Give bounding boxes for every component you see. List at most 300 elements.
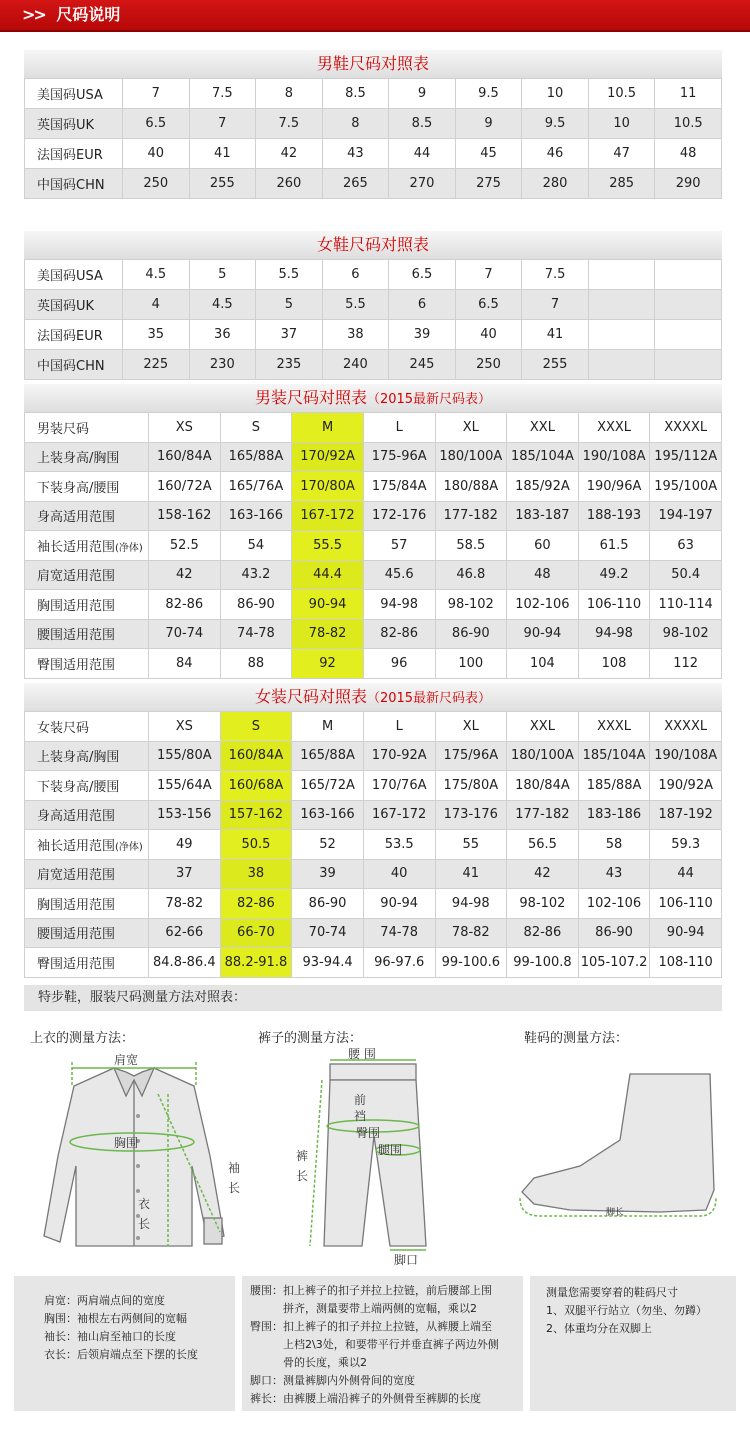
size-cell: 165/88A: [292, 741, 364, 771]
size-cell: 265: [322, 169, 389, 199]
size-cell: 5.5: [256, 260, 323, 290]
size-cell: 250: [123, 169, 190, 199]
row-label-text: 下装身高/腰围: [37, 480, 120, 496]
table-row: [25, 169, 722, 199]
size-cell: 90-94: [292, 590, 364, 620]
size-cell: 70-74: [149, 619, 221, 649]
size-cell: 8.5: [389, 109, 456, 139]
table-row: [25, 260, 722, 290]
row-label-text: 身高适用范围: [37, 809, 116, 825]
size-cell: 43: [578, 859, 650, 889]
size-cell: 185/104A: [578, 741, 650, 771]
size-cell: 5.5: [322, 290, 389, 320]
row-label-text: 腰围适用范围: [37, 927, 116, 943]
size-cell: 94-98: [363, 590, 435, 620]
size-cell: 99-100.8: [507, 948, 579, 978]
size-cell: 84.8-86.4: [149, 948, 221, 978]
shirt-measure-desc: [14, 1276, 235, 1411]
table-row: [25, 79, 722, 109]
row-label: [25, 472, 149, 502]
table-row: [25, 320, 722, 350]
size-cell: 40: [455, 320, 522, 350]
size-cell: 180/84A: [507, 771, 579, 801]
size-cell: 4: [123, 290, 190, 320]
size-cell: 102-106: [507, 590, 579, 620]
row-label-text: 胸围适用范围: [37, 897, 116, 913]
size-cell: 8: [322, 109, 389, 139]
row-label-text: 下装身高/腰围: [37, 779, 120, 795]
shirt-desc-line: 衣长：后领肩端点至下摆的长度: [44, 1348, 198, 1361]
size-cell: 6: [389, 290, 456, 320]
row-label: 法国码EUR: [25, 139, 123, 169]
size-cell: 172-176: [363, 501, 435, 531]
size-cell: 185/88A: [578, 771, 650, 801]
size-cell: [588, 290, 655, 320]
table-row: [25, 889, 722, 919]
row-label-text: 肩宽适用范围: [37, 868, 116, 884]
table-row: [25, 472, 722, 502]
row-label: [25, 830, 149, 860]
size-cell: 90-94: [363, 889, 435, 919]
women-clothes-title-text: 女装尺码对照表: [254, 687, 367, 706]
size-header: XXXL: [578, 413, 650, 443]
size-cell: 42: [256, 139, 323, 169]
row-label: [25, 889, 149, 919]
size-cell: 58: [578, 830, 650, 860]
size-header: XXXL: [578, 712, 650, 742]
size-cell: 7: [189, 109, 256, 139]
size-cell: 9.5: [455, 79, 522, 109]
size-cell: 41: [189, 139, 256, 169]
men-shoes-section: [24, 50, 722, 199]
size-cell: 90-94: [507, 619, 579, 649]
size-cell: 49.2: [578, 560, 650, 590]
size-cell: 57: [363, 531, 435, 561]
size-cell: [655, 290, 722, 320]
size-cell: 255: [189, 169, 256, 199]
size-cell: 190/96A: [578, 472, 650, 502]
size-cell: 5: [189, 260, 256, 290]
size-cell: 173-176: [435, 800, 507, 830]
shirt-label-length-1: 衣: [138, 1197, 151, 1211]
size-cell: 98-102: [507, 889, 579, 919]
header-label: 女装尺码: [25, 712, 149, 742]
size-cell: 37: [256, 320, 323, 350]
size-cell: 105-107.2: [578, 948, 650, 978]
table-row: [25, 800, 722, 830]
size-cell: 180/100A: [435, 442, 507, 472]
women-clothes-subtitle: （2015最新尺码表）: [366, 691, 492, 706]
size-cell: 55: [435, 830, 507, 860]
size-header: L: [363, 712, 435, 742]
pants-diagram: [286, 1046, 456, 1268]
size-cell: 9: [455, 109, 522, 139]
size-cell: 88: [220, 649, 292, 679]
size-cell: 175/84A: [363, 472, 435, 502]
size-cell: 10.5: [655, 109, 722, 139]
size-cell: 225: [123, 350, 190, 380]
row-label: 美国码USA: [25, 79, 123, 109]
row-label: 英国码UK: [25, 290, 123, 320]
size-cell: 43.2: [220, 560, 292, 590]
size-cell: 47: [588, 139, 655, 169]
table-row: [25, 649, 722, 679]
pants-label-thigh: 腿围: [378, 1143, 403, 1157]
table-row: [25, 918, 722, 948]
shirt-label-sleeve-1: 袖: [228, 1161, 241, 1175]
size-cell: 104: [507, 649, 579, 679]
size-cell: 230: [189, 350, 256, 380]
size-cell: 74-78: [220, 619, 292, 649]
row-label: [25, 948, 149, 978]
pants-desc-line: 上档2\3处，和要带平行并垂直裤子两边外侧: [250, 1338, 499, 1351]
size-cell: 86-90: [578, 918, 650, 948]
table-row: [25, 830, 722, 860]
size-cell: 52: [292, 830, 364, 860]
women-shoes-title: 女鞋尺码对照表: [24, 231, 722, 259]
size-header: XXXXL: [650, 712, 722, 742]
size-cell: 163-166: [292, 800, 364, 830]
size-cell: [655, 350, 722, 380]
header-label: 男装尺码: [25, 413, 149, 443]
size-cell: 160/84A: [220, 741, 292, 771]
size-cell: 190/92A: [650, 771, 722, 801]
size-cell: 55.5: [292, 531, 364, 561]
size-cell: 86-90: [435, 619, 507, 649]
size-cell: [655, 260, 722, 290]
men-clothes-title: [24, 384, 722, 412]
row-label-text: 臀围适用范围: [37, 956, 116, 972]
row-label: [25, 649, 149, 679]
pants-label-length-1: 裤: [296, 1149, 309, 1163]
table-row: [25, 859, 722, 889]
size-cell: 155/80A: [149, 741, 221, 771]
size-cell: 4.5: [189, 290, 256, 320]
size-cell: 45: [455, 139, 522, 169]
size-cell: 5: [256, 290, 323, 320]
size-cell: 61.5: [578, 531, 650, 561]
size-header: XXL: [507, 413, 579, 443]
size-cell: 49: [149, 830, 221, 860]
size-cell: 170-92A: [363, 741, 435, 771]
size-cell: 78-82: [292, 619, 364, 649]
table-row: [25, 590, 722, 620]
size-cell: 37: [149, 859, 221, 889]
shirt-desc-line: 肩宽：两肩端点间的宽度: [44, 1294, 165, 1307]
pants-desc-line: 腰围：扣上裤子的扣子并拉上拉链，前后腰部上围: [250, 1284, 492, 1297]
size-cell: 6: [322, 260, 389, 290]
size-cell: 92: [292, 649, 364, 679]
size-cell: 42: [507, 859, 579, 889]
size-cell: 7: [123, 79, 190, 109]
foot-diagram: [510, 1070, 730, 1230]
size-cell: 177-182: [507, 800, 579, 830]
size-cell: 42: [149, 560, 221, 590]
size-cell: 160/72A: [149, 472, 221, 502]
shirt-label-shoulder: 肩宽: [114, 1053, 139, 1067]
size-cell: 96-97.6: [363, 948, 435, 978]
size-cell: 110-114: [650, 590, 722, 620]
men-clothes-table: [24, 412, 722, 679]
size-cell: 62-66: [149, 918, 221, 948]
size-cell: 6.5: [455, 290, 522, 320]
size-cell: 255: [522, 350, 589, 380]
size-cell: 86-90: [220, 590, 292, 620]
row-label-text: 胸围适用范围: [37, 598, 116, 614]
size-cell: 45.6: [363, 560, 435, 590]
size-cell: 188-193: [578, 501, 650, 531]
shirt-desc-line: 胸围：袖根左右两侧间的宽幅: [44, 1312, 187, 1325]
size-cell: 99-100.6: [435, 948, 507, 978]
size-cell: 180/100A: [507, 741, 579, 771]
size-cell: 185/92A: [507, 472, 579, 502]
size-cell: 240: [322, 350, 389, 380]
size-cell: 7: [522, 290, 589, 320]
size-cell: 170/80A: [292, 472, 364, 502]
size-cell: 157-162: [220, 800, 292, 830]
size-cell: 183-186: [578, 800, 650, 830]
pants-label-front-1: 前: [354, 1093, 367, 1107]
size-header: XXXXL: [650, 413, 722, 443]
size-cell: 235: [256, 350, 323, 380]
table-row: [25, 350, 722, 380]
shoe-desc-line: 测量您需要穿着的鞋码尺寸: [546, 1286, 678, 1299]
size-cell: 43: [322, 139, 389, 169]
size-cell: 290: [655, 169, 722, 199]
table-header-row: [25, 712, 722, 742]
size-cell: 94-98: [578, 619, 650, 649]
size-cell: 63: [650, 531, 722, 561]
size-cell: 46.8: [435, 560, 507, 590]
women-shoes-table: [24, 259, 722, 380]
size-header: XL: [435, 712, 507, 742]
row-label-text: 身高适用范围: [37, 510, 116, 526]
row-label-text: 袖长适用范围: [37, 838, 116, 854]
row-label: 中国码CHN: [25, 169, 123, 199]
size-cell: 38: [322, 320, 389, 350]
size-cell: 66-70: [220, 918, 292, 948]
size-cell: 165/88A: [220, 442, 292, 472]
size-cell: 53.5: [363, 830, 435, 860]
size-cell: 4.5: [123, 260, 190, 290]
row-label: 美国码USA: [25, 260, 123, 290]
size-cell: 88.2-91.8: [220, 948, 292, 978]
row-label-text: 上装身高/胸围: [37, 750, 120, 766]
size-cell: 8.5: [322, 79, 389, 109]
table-row: [25, 109, 722, 139]
size-header: XS: [149, 712, 221, 742]
size-cell: 44.4: [292, 560, 364, 590]
size-cell: 175/80A: [435, 771, 507, 801]
size-cell: 59.3: [650, 830, 722, 860]
row-label: [25, 501, 149, 531]
size-cell: 78-82: [149, 889, 221, 919]
row-label: 法国码EUR: [25, 320, 123, 350]
size-header: XL: [435, 413, 507, 443]
size-header: S: [220, 413, 292, 443]
row-label: [25, 560, 149, 590]
pants-desc-line: 裤长：由裤腰上端沿裤子的外侧骨至裤脚的长度: [250, 1392, 481, 1405]
table-row: [25, 560, 722, 590]
men-shoes-table: [24, 78, 722, 199]
size-cell: 46: [522, 139, 589, 169]
size-cell: 160/68A: [220, 771, 292, 801]
size-header: M: [292, 712, 364, 742]
size-cell: 60: [507, 531, 579, 561]
size-cell: 194-197: [650, 501, 722, 531]
size-header: XS: [149, 413, 221, 443]
size-cell: 250: [455, 350, 522, 380]
size-cell: 48: [655, 139, 722, 169]
shirt-measure-title: 上衣的测量方法：: [30, 1031, 135, 1046]
size-cell: 10: [522, 79, 589, 109]
size-cell: 39: [389, 320, 456, 350]
size-cell: 44: [389, 139, 456, 169]
shoe-measure-title: 鞋码的测量方法：: [524, 1031, 629, 1046]
size-cell: [588, 260, 655, 290]
men-clothes-section: [24, 384, 722, 679]
size-cell: 54: [220, 531, 292, 561]
size-cell: 82-86: [363, 619, 435, 649]
size-cell: 78-82: [435, 918, 507, 948]
table-row: [25, 139, 722, 169]
size-cell: 7.5: [522, 260, 589, 290]
size-cell: 82-86: [507, 918, 579, 948]
size-cell: 8: [256, 79, 323, 109]
size-cell: 7.5: [256, 109, 323, 139]
women-clothes-section: [24, 683, 722, 978]
size-cell: 6.5: [389, 260, 456, 290]
size-cell: [655, 320, 722, 350]
shoe-desc-line: 2、体重均分在双脚上: [546, 1322, 652, 1335]
size-cell: 245: [389, 350, 456, 380]
row-label: [25, 741, 149, 771]
size-header: M: [292, 413, 364, 443]
table-row: [25, 948, 722, 978]
size-cell: 48: [507, 560, 579, 590]
women-clothes-title: [24, 683, 722, 711]
women-clothes-table: [24, 711, 722, 978]
size-cell: 100: [435, 649, 507, 679]
size-header: L: [363, 413, 435, 443]
size-cell: 260: [256, 169, 323, 199]
size-cell: 167-172: [292, 501, 364, 531]
section-header: [0, 0, 750, 32]
pants-desc-line: 脚口：测量裤脚内外侧骨间的宽度: [250, 1374, 415, 1387]
shoe-measure-desc: [530, 1276, 736, 1411]
men-shoes-title: 男鞋尺码对照表: [24, 50, 722, 78]
pants-measure-desc: [242, 1276, 523, 1411]
size-cell: 160/84A: [149, 442, 221, 472]
shirt-desc-line: 袖长：袖山肩至袖口的长度: [44, 1330, 176, 1343]
pants-label-length-2: 长: [296, 1169, 309, 1183]
size-cell: 98-102: [435, 590, 507, 620]
row-label: [25, 619, 149, 649]
size-cell: 58.5: [435, 531, 507, 561]
row-label-text: 肩宽适用范围: [37, 569, 116, 585]
size-cell: 187-192: [650, 800, 722, 830]
pants-desc-line: 臀围：扣上裤子的扣子并拉上拉链，从裤腰上端至: [250, 1320, 492, 1333]
size-cell: 82-86: [220, 889, 292, 919]
size-cell: 74-78: [363, 918, 435, 948]
men-clothes-subtitle: （2015最新尺码表）: [366, 392, 492, 407]
size-cell: 41: [522, 320, 589, 350]
size-cell: 155/64A: [149, 771, 221, 801]
size-cell: 44: [650, 859, 722, 889]
size-cell: 175-96A: [363, 442, 435, 472]
size-cell: 40: [363, 859, 435, 889]
size-cell: [588, 350, 655, 380]
size-cell: 180/88A: [435, 472, 507, 502]
size-cell: [588, 320, 655, 350]
size-cell: 106-110: [578, 590, 650, 620]
row-label: [25, 918, 149, 948]
size-cell: 170/92A: [292, 442, 364, 472]
pants-desc-line: 骨的长度，乘以2: [250, 1356, 367, 1369]
shirt-diagram: [14, 1046, 254, 1268]
size-cell: 195/112A: [650, 442, 722, 472]
row-label: [25, 771, 149, 801]
size-header: XXL: [507, 712, 579, 742]
row-label-text: 袖长适用范围: [37, 539, 116, 555]
size-cell: 158-162: [149, 501, 221, 531]
size-cell: 108-110: [650, 948, 722, 978]
shoe-desc-line: 1、双腿平行站立（勿坐、勿蹲）: [546, 1304, 707, 1317]
size-cell: 190/108A: [650, 741, 722, 771]
size-cell: 10: [588, 109, 655, 139]
size-cell: 82-86: [149, 590, 221, 620]
size-cell: 39: [292, 859, 364, 889]
size-cell: 52.5: [149, 531, 221, 561]
pants-measure-title: 裤子的测量方法：: [258, 1031, 363, 1046]
men-clothes-title-text: 男装尺码对照表: [254, 388, 367, 407]
pants-label-waist: 腰 围: [348, 1047, 376, 1061]
size-cell: 50.5: [220, 830, 292, 860]
size-header: S: [220, 712, 292, 742]
size-cell: 165/72A: [292, 771, 364, 801]
row-label-text: 臀围适用范围: [37, 657, 116, 673]
row-label: [25, 590, 149, 620]
pants-desc-line: 拼齐，测量要带上端两侧的宽幅，乘以2: [250, 1302, 477, 1315]
table-row: [25, 741, 722, 771]
size-cell: 7: [455, 260, 522, 290]
size-cell: 36: [189, 320, 256, 350]
row-label: 中国码CHN: [25, 350, 123, 380]
size-cell: 175/96A: [435, 741, 507, 771]
row-label-text: 腰围适用范围: [37, 628, 116, 644]
size-cell: 112: [650, 649, 722, 679]
size-cell: 93-94.4: [292, 948, 364, 978]
size-cell: 9.5: [522, 109, 589, 139]
size-cell: 41: [435, 859, 507, 889]
measure-intro: 特步鞋，服装尺码测量方法对照表：: [24, 985, 722, 1011]
size-cell: 102-106: [578, 889, 650, 919]
size-cell: 50.4: [650, 560, 722, 590]
size-cell: 165/76A: [220, 472, 292, 502]
pants-label-hip: 臀围: [356, 1126, 381, 1140]
table-row: [25, 501, 722, 531]
size-cell: 35: [123, 320, 190, 350]
table-row: [25, 771, 722, 801]
size-cell: 275: [455, 169, 522, 199]
size-cell: 10.5: [588, 79, 655, 109]
size-cell: 56.5: [507, 830, 579, 860]
size-cell: 280: [522, 169, 589, 199]
women-shoes-section: [24, 231, 722, 380]
size-cell: 86-90: [292, 889, 364, 919]
size-cell: 96: [363, 649, 435, 679]
size-cell: 185/104A: [507, 442, 579, 472]
